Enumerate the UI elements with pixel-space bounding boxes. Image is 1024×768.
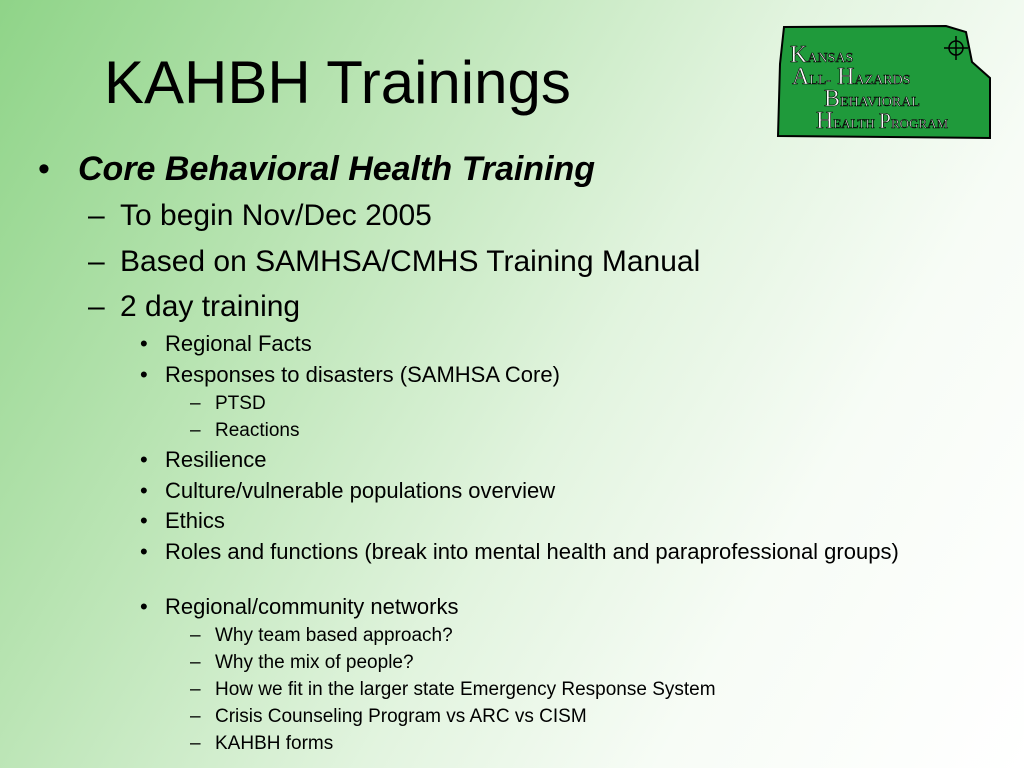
bullet-marker: •: [140, 362, 148, 387]
bullet-marker: •: [140, 478, 148, 503]
logo-line4-initial2: P: [878, 108, 891, 133]
subtopic-text: PTSD: [215, 393, 266, 414]
dash-marker: –: [190, 625, 201, 646]
dash-marker: –: [190, 733, 201, 754]
subtopic-text: How we fit in the larger state Emergency Response System: [215, 679, 716, 700]
logo-line1-rest: ANSAS: [807, 51, 854, 66]
sub-bullet-text: Based on SAMHSA/CMHS Training Manual: [120, 245, 701, 278]
topic-text: Roles and functions (break into mental health and paraprofessional groups): [165, 539, 899, 564]
dash-marker: –: [88, 290, 105, 323]
subtopic-state-system: [190, 679, 716, 701]
topic-text: Resilience: [165, 447, 267, 472]
bullet-marker: •: [140, 594, 148, 619]
logo-line2-rest: LL-: [809, 73, 832, 88]
logo-line4-rest2: ROGRAM: [891, 116, 949, 131]
logo-line2-initial: A: [792, 64, 810, 90]
logo-line4-initial: H: [816, 108, 834, 134]
kahbh-logo: [776, 18, 1006, 142]
topic-regional-facts: [140, 331, 312, 357]
dash-marker: –: [88, 245, 105, 278]
subtopic-kahbh-forms: [190, 733, 333, 755]
subtopic-team-approach: [190, 625, 453, 647]
logo-line4-rest: EALTH: [833, 116, 875, 131]
logo-line2-initial2: H: [837, 64, 855, 90]
topic-text: Regional Facts: [165, 331, 312, 356]
topic-text: Regional/community networks: [165, 594, 459, 619]
subtopic-text: Reactions: [215, 420, 300, 441]
topic-text: Ethics: [165, 508, 225, 533]
logo-line3-rest: EHAVIORAL: [840, 95, 920, 110]
topic-ethics: [140, 508, 225, 534]
bullet-core-training: [38, 150, 595, 189]
dash-marker: –: [190, 706, 201, 727]
dash-marker: –: [88, 199, 105, 232]
bullet-marker: •: [38, 150, 50, 188]
topic-resilience: [140, 447, 267, 473]
sub-bullet-text: 2 day training: [120, 290, 301, 323]
subtopic-text: Why team based approach?: [215, 625, 453, 646]
subtopic-reactions: [190, 420, 300, 442]
topic-text: Culture/vulnerable populations overview: [165, 478, 556, 503]
bullet-marker: •: [140, 539, 148, 564]
subtopic-text: Crisis Counseling Program vs ARC vs CISM: [215, 706, 587, 727]
dash-marker: –: [190, 679, 201, 700]
sub-bullet-based-on: [88, 245, 700, 279]
subtopic-text: Why the mix of people?: [215, 652, 414, 673]
logo-line2-rest2: AZARDS: [854, 73, 911, 88]
subtopic-ptsd: [190, 393, 266, 415]
sub-bullet-begin: [88, 199, 432, 233]
logo-line1-initial: K: [790, 42, 808, 68]
topic-culture: [140, 478, 555, 504]
topic-roles: [140, 540, 940, 564]
sub-bullet-2-day: [88, 290, 300, 324]
topic-responses: [140, 362, 560, 388]
bullet-marker: •: [140, 508, 148, 533]
topic-text: Responses to disasters (SAMHSA Core): [165, 362, 560, 387]
logo-line3-initial: B: [824, 86, 841, 112]
dash-marker: –: [190, 393, 201, 414]
bullet-marker: •: [140, 447, 148, 472]
subtopic-text: KAHBH forms: [215, 733, 334, 754]
dash-marker: –: [190, 652, 201, 673]
bullet-marker: •: [140, 331, 148, 356]
slide-title: KAHBH Trainings: [104, 49, 571, 116]
sub-bullet-text: To begin Nov/Dec 2005: [120, 199, 432, 232]
subtopic-mix-of-people: [190, 652, 414, 674]
bullet-text: Core Behavioral Health Training: [78, 150, 596, 188]
dash-marker: –: [190, 420, 201, 441]
topic-networks: [140, 594, 458, 620]
subtopic-crisis-counseling: [190, 706, 587, 728]
